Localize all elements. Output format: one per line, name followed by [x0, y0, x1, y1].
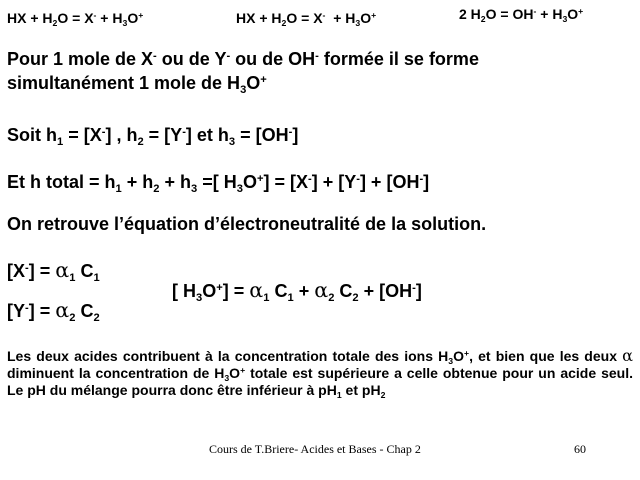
- reaction-equation-2: HX + $H_2O = X^- + H_3O^+$: [236, 10, 377, 29]
- x-concentration: $[X^-] = \alpha_1$ $C_1$: [7, 258, 100, 284]
- alpha-symbol: α: [55, 298, 70, 322]
- soit-definitions: Soit $h_1 = [X^-]$ , $h_2 = [Y^-]$ et $h_3 = [OH^-]$: [7, 125, 299, 148]
- water-autoprotolysis-equation: 2 $H_2O = OH^- + H_3O^+$: [459, 6, 584, 25]
- alpha-symbol: α: [622, 346, 634, 365]
- page-number: 60: [574, 442, 586, 456]
- statement-line-1: Pour 1 mole de X- ou de Y- ou de OH- formée il se forme: [7, 49, 479, 69]
- alpha-symbol: α: [314, 278, 329, 302]
- electroneutrality-sentence: On retrouve l’équation d’électroneutralité de la solution.: [7, 214, 487, 234]
- statement-line-2: simultanément 1 mole de $H_3O^+$: [7, 73, 267, 96]
- h-total-equation: Et h total = $h_1 + h_2 + h_3$ =[ $H_3O^+] = [X^-] + [Y^-] + [OH^-]$: [7, 172, 430, 195]
- alpha-symbol: α: [249, 278, 264, 302]
- y-concentration: $[Y^-] = \alpha_2$ $C_2$: [7, 298, 100, 324]
- alpha-symbol: α: [55, 258, 70, 282]
- conclusion-paragraph: Les deux acides contribuent à la concentration totale des ions $H_3O^+$, et bien que les deux α diminuent la concentration de $H_3O^+$ totale est supérieure a celle obtenue pour un acide seul. Le pH du mélange pourra donc être inférieur à $pH_1$ et $pH_2$: [7, 346, 634, 401]
- course-footer: Cours de T.Briere- Acides et Bases - Chap 2: [209, 442, 421, 456]
- reaction-equation-1: HX + $H_2O = X^- + H_3O^+$: [7, 10, 144, 29]
- h3o-concentration: [ $H_3O^+] = \alpha_1$ $C_1 + \alpha_2$ $C_2 + [OH^-]$: [172, 278, 422, 304]
